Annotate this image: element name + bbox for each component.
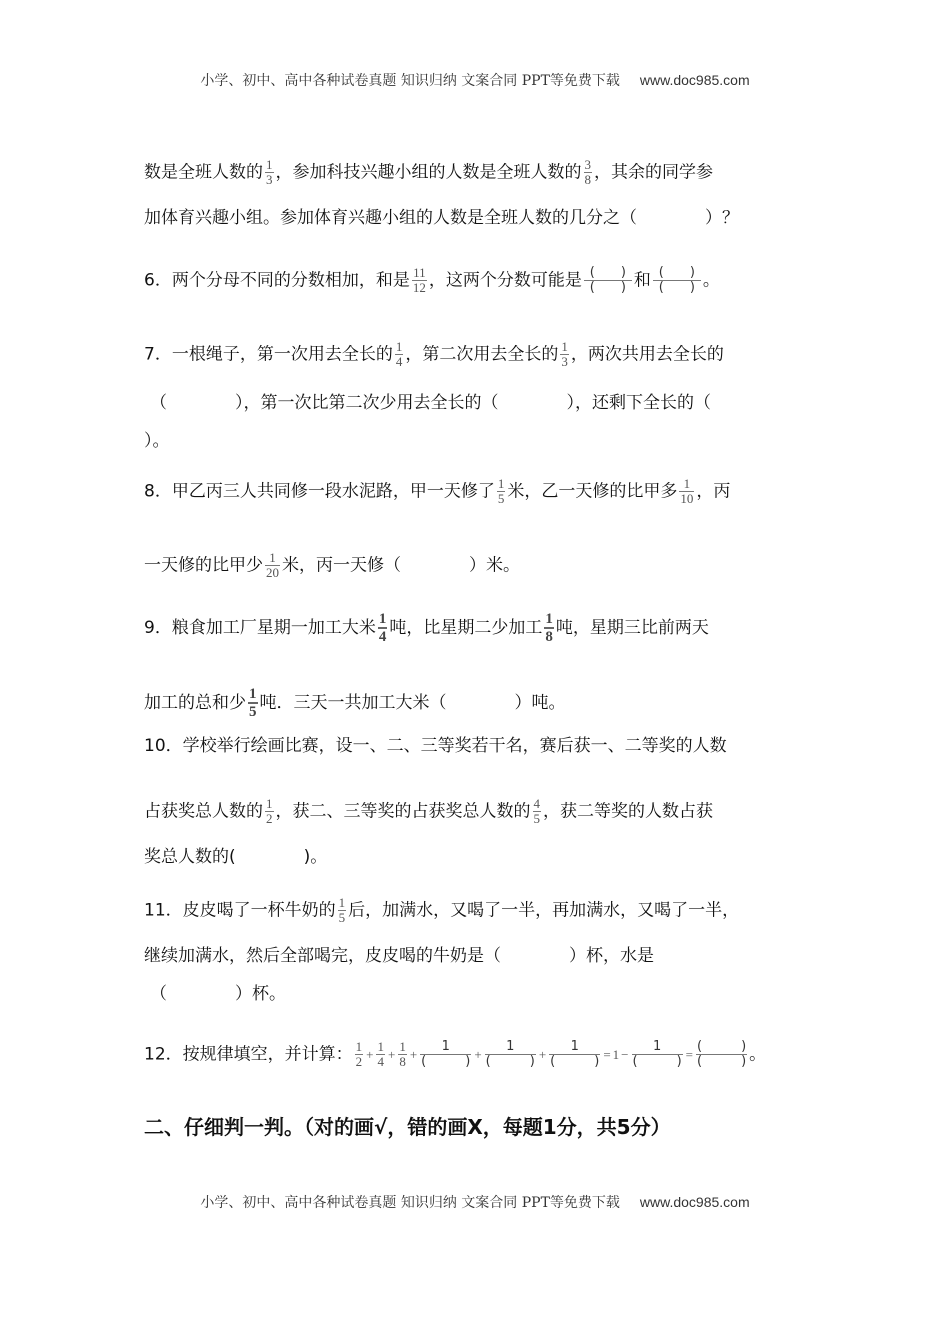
question-11-line-3: （ ）杯。 (150, 984, 286, 1004)
fraction-blank-4[interactable]: $\frac{1}{( )}$ (421, 1039, 471, 1069)
fraction: $\frac{1}{5}$ (338, 895, 346, 925)
fraction: $\frac{4}{5}$ (533, 796, 540, 826)
question-7-line-1: 7．一根绳子，第一次用去全长的 $\frac{1}{4}$ ，第二次用去全长的 $\frac{1}{3}$ ，两次共用去全长的 (144, 339, 724, 369)
q5-line-2: 加体育兴趣小组。参加体育兴趣小组的人数是全班人数的几分之（ ）？ (144, 208, 739, 228)
footer-text: 小学、初中、高中各种试卷真题 知识归纳 文案合同 PPT等免费下载 (200, 1195, 620, 1211)
fraction: $\frac{1}{4}$ (395, 339, 403, 369)
fraction-blank-7[interactable]: $\frac{1}{( )}$ (632, 1039, 682, 1069)
fraction: $\frac{1}{2}$ (266, 796, 273, 826)
page-footer (0, 1192, 950, 1212)
fraction-term-2: $\frac{1}{4}$ (377, 1039, 384, 1069)
fraction-term-1: $\frac{1}{2}$ (355, 1039, 363, 1069)
answer-fraction-blank-2[interactable]: $\frac{( )}{( )}$ (653, 266, 701, 295)
question-8-line-1: 8．甲乙丙三人共同修一段水泥路，甲一天修了 $\frac{1}{5}$ 米，乙一天修的比甲多 $\frac{1}{10}$ ，丙 (144, 476, 731, 506)
q5-line-1: 数是全班人数的 $\frac{1}{3}$ ，参加科技兴趣小组的人数是全班人数的 $\frac{3}{8}$ ，其余的同学参 (144, 157, 713, 187)
fraction-blank-5[interactable]: $\frac{1}{( )}$ (485, 1039, 535, 1069)
question-9-line-1: 9．粮食加工厂星期一加工大米 $\frac{1}{4}$ 吨，比星期二少加工 $\frac{1}{8}$ 吨，星期三比前两天 (144, 611, 709, 645)
section-2-title: 二、仔细判一判。（对的画√，错的画X，每题1分，共5分） (144, 1115, 671, 1139)
fraction-term-3: $\frac{1}{8}$ (399, 1039, 406, 1069)
question-6: 6．两个分母不同的分数相加，和是 $\frac{11}{12}$ ，这两个分数可能是 $\frac{( )}{( )}$ 和 $\frac{( )}{( )}$ 。 (144, 265, 720, 295)
header-site: www.doc985.com (639, 72, 750, 88)
question-10-line-2: 占获奖总人数的 $\frac{1}{2}$ ，获二、三等奖的占获奖总人数的 $\frac{4}{5}$ ，获二等奖的人数占获 (144, 796, 713, 826)
question-10-line-1: 10．学校举行绘画比赛，设一、二、三等奖若干名，赛后获一、二等奖的人数 (144, 736, 727, 756)
fraction: $\frac{1}{5}$ (497, 476, 505, 506)
fraction: $\frac{11}{12}$ (412, 265, 426, 295)
result-fraction-blank[interactable]: $\frac{( )}{( )}$ (697, 1039, 747, 1069)
fraction: $\frac{1}{3}$ (561, 339, 568, 369)
header-text: 小学、初中、高中各种试卷真题 知识归纳 文案合同 PPT等免费下载 (200, 73, 620, 89)
answer-fraction-blank-1[interactable]: $\frac{( )}{( )}$ (584, 266, 632, 295)
fraction: $\frac{1}{8}$ (545, 611, 553, 645)
fraction: $\frac{1}{4}$ (378, 611, 387, 645)
fraction: $\frac{1}{20}$ (266, 550, 279, 580)
question-10-line-3: 奖总人数的( )。 (144, 847, 328, 867)
fraction: $\frac{1}{10}$ (680, 476, 694, 506)
question-12: 12．按规律填空，并计算： $\frac{1}{2}$ + $\frac{1}{4}$ + $\frac{1}{8}$ + $\frac{1}{( )}$ + $\frac{1}{( )}$ + $\frac{1}{( )}$ = 1 − $\frac{1}{( )}$ = $\frac{( )}{( )}$ 。 (144, 1039, 767, 1069)
question-11-line-2: 继续加满水，然后全部喝完，皮皮喝的牛奶是（ ）杯，水是 (144, 946, 654, 966)
fraction: $\frac{1}{3}$ (266, 157, 273, 187)
question-8-line-2: 一天修的比甲少 $\frac{1}{20}$ 米，丙一天修（ ）米。 (144, 550, 520, 580)
fraction: $\frac{3}{8}$ (584, 157, 591, 187)
page-header-top (0, 70, 950, 90)
question-11-line-1: 11．皮皮喝了一杯牛奶的 $\frac{1}{5}$ 后，加满水，又喝了一半，再加满水，又喝了一半， (144, 895, 740, 925)
question-7-line-2: （ ），第一次比第二次少用去全长的（ ），还剩下全长的（ (150, 393, 711, 413)
footer-site: www.doc985.com (639, 1194, 750, 1210)
fraction: $\frac{1}{5}$ (249, 686, 257, 720)
question-7-line-3: ）。 (144, 431, 170, 451)
fraction-blank-6[interactable]: $\frac{1}{( )}$ (550, 1039, 600, 1069)
question-9-line-2: 加工的总和少 $\frac{1}{5}$ 吨．三天一共加工大米（ ）吨。 (144, 686, 566, 720)
